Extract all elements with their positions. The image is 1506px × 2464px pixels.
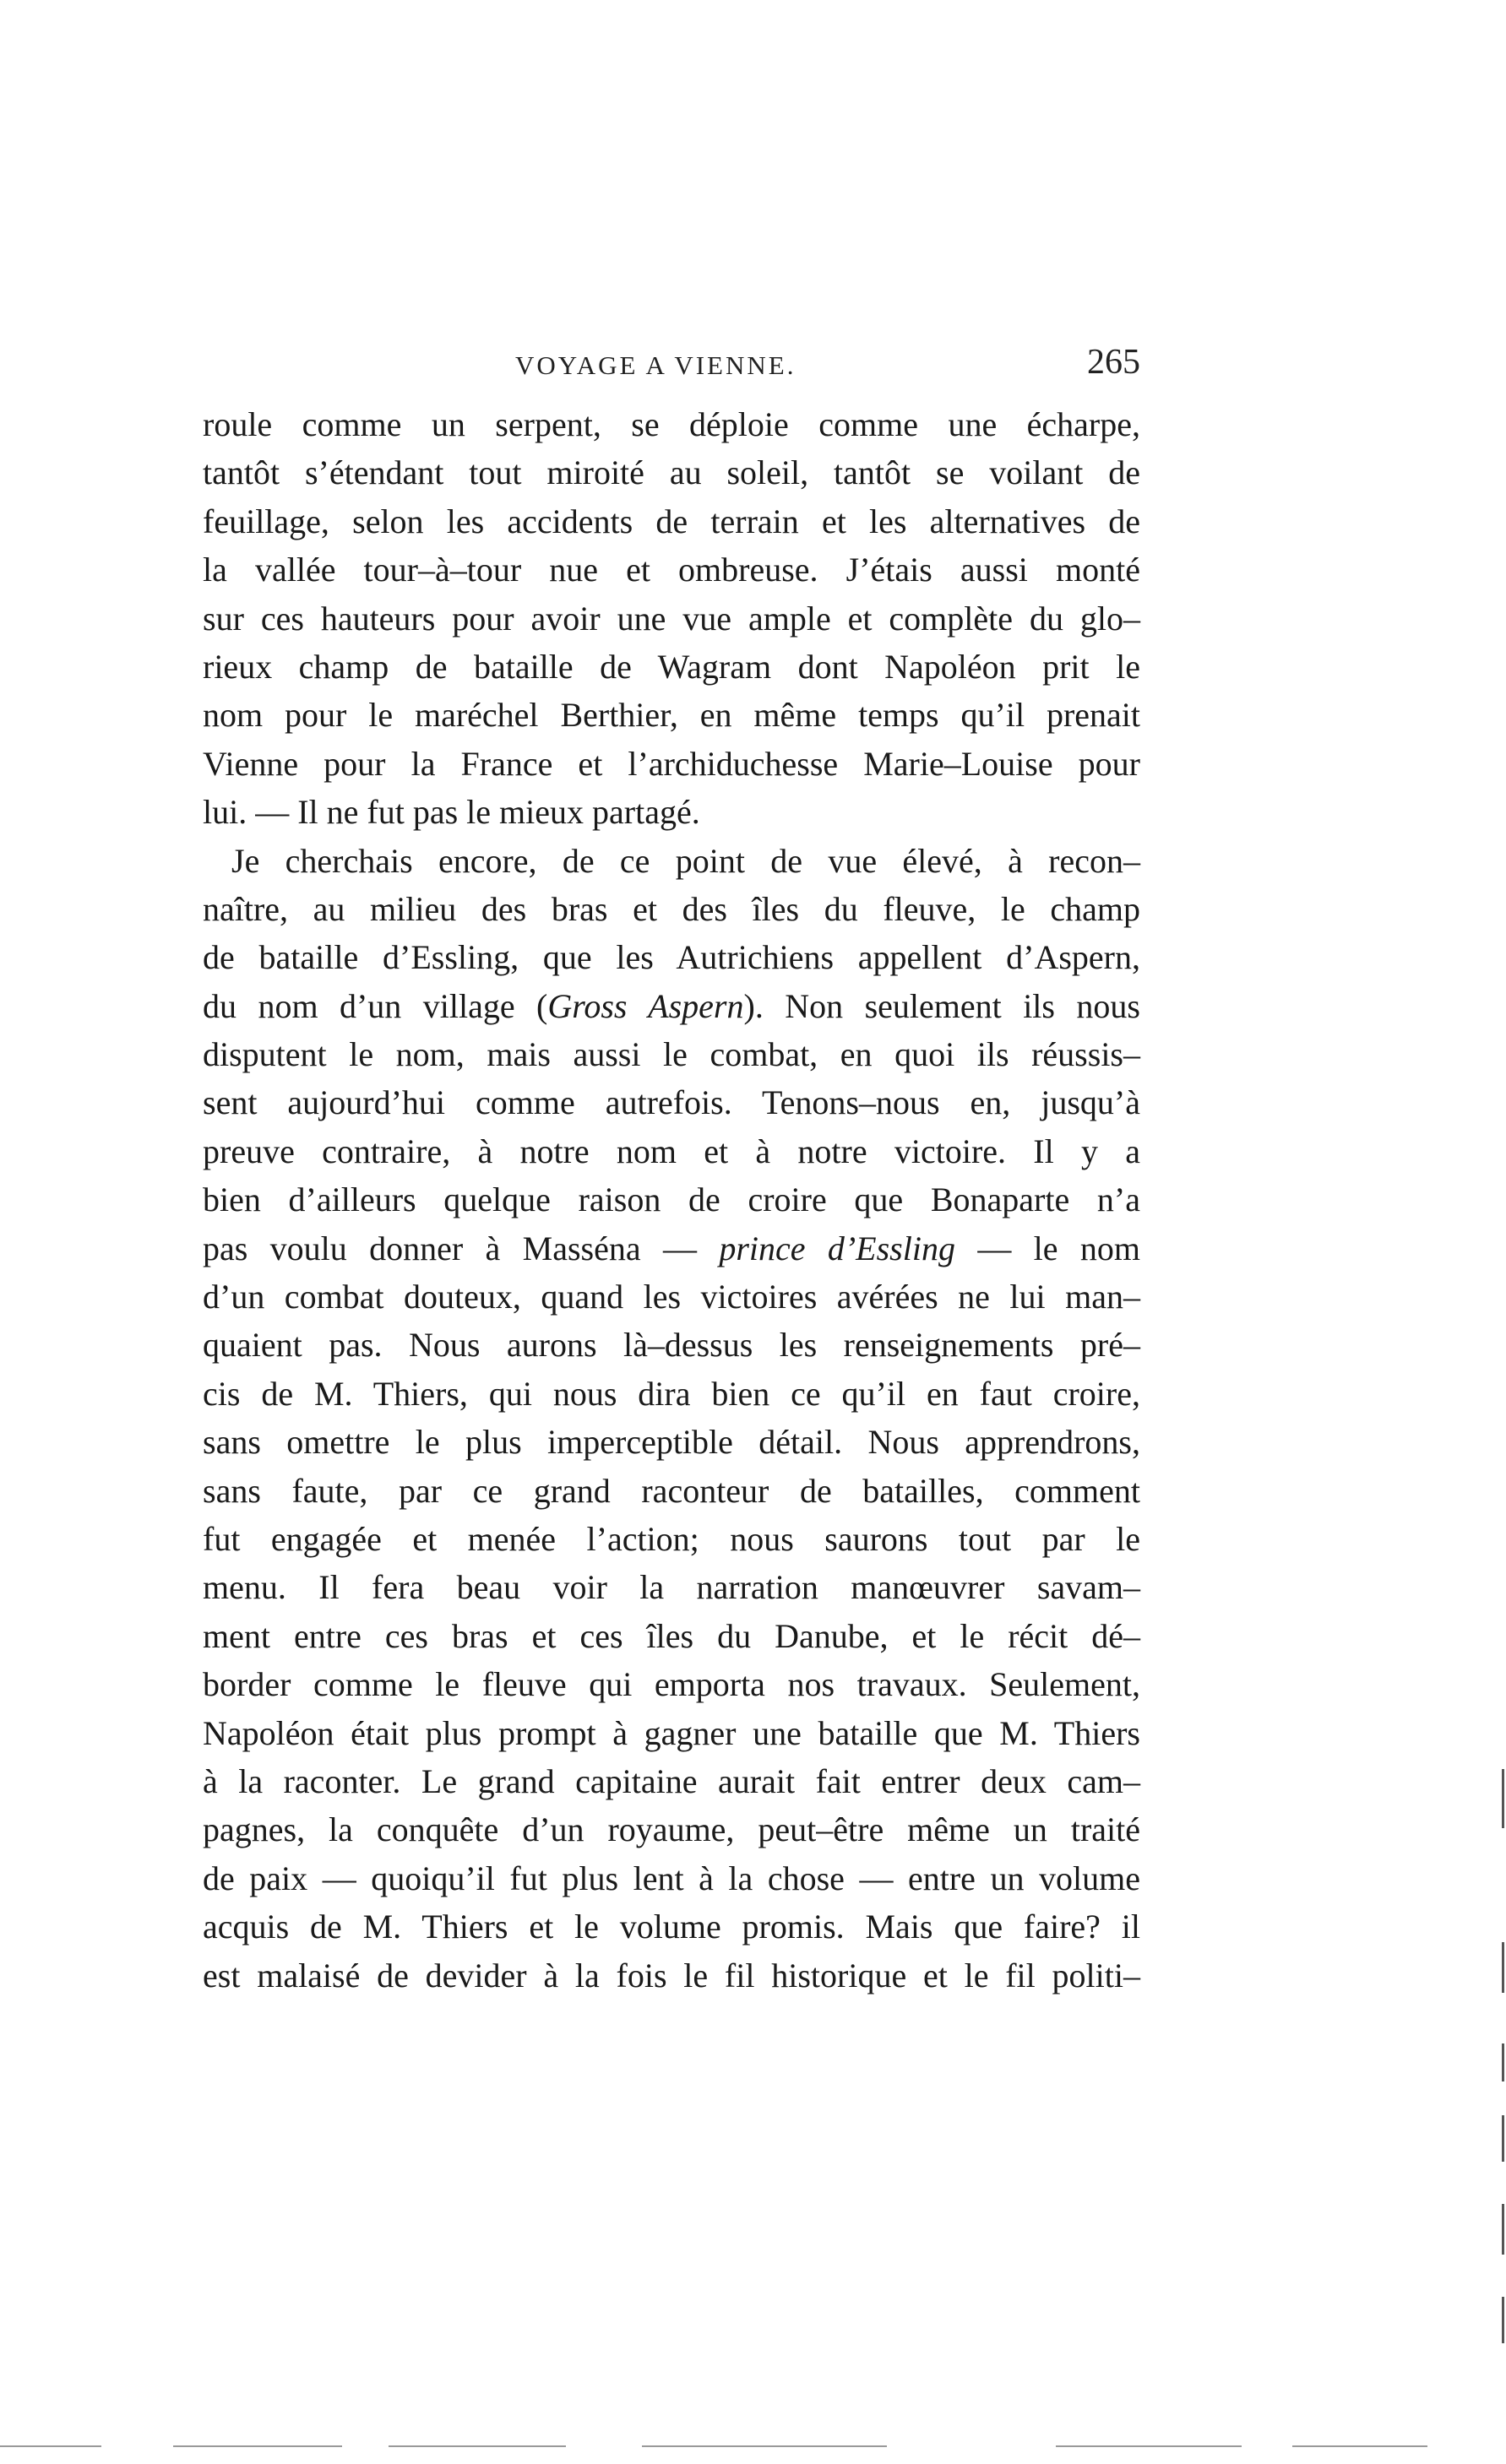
margin-mark <box>1502 2204 1504 2255</box>
text-line: la vallée tour–à–tour nue et ombreuse. J’étais aussi monté <box>203 551 1140 589</box>
text-line: preuve contraire, à notre nom et à notre victoire. Il y a <box>203 1132 1140 1170</box>
scan-edge-rule <box>1292 2445 1427 2447</box>
text-line: tantôt s’étendant tout miroité au soleil, tantôt se voilant de <box>203 453 1140 492</box>
margin-mark <box>1502 1769 1504 1828</box>
text-line: sent aujourd’hui comme autrefois. Tenons–nous en, jusqu’à <box>203 1083 1140 1122</box>
text-line: Je cherchais encore, de ce point de vue élevé, à recon– <box>231 841 1140 880</box>
text-line: rieux champ de bataille de Wagram dont Napoléon prit le <box>203 647 1140 686</box>
text-line: Vienne pour la France et l’archiduchesse Marie–Louise pour <box>203 744 1140 783</box>
text-line: pas voulu donner à Masséna — prince d’Essling — le nom <box>203 1229 1140 1267</box>
text-line: d’un combat douteux, quand les victoires avérées ne lui man– <box>203 1278 1140 1316</box>
text-line: fut engagée et menée l’action; nous saurons tout par le <box>203 1519 1140 1558</box>
text-line: cis de M. Thiers, qui nous dira bien ce qu’il en faut croire, <box>203 1374 1140 1413</box>
margin-mark <box>1502 2043 1504 2081</box>
text-line: pagnes, la conquête d’un royaume, peut–être même un traité <box>203 1810 1140 1849</box>
running-head <box>203 342 1140 393</box>
running-title: VOYAGE A VIENNE. <box>515 350 796 380</box>
text-line: à la raconter. Le grand capitaine aurait fait entrer deux cam– <box>203 1761 1140 1800</box>
text-line: feuillage, selon les accidents de terrain et les alternatives de <box>203 502 1140 540</box>
text-line: naître, au milieu des bras et des îles du fleuve, le champ <box>203 889 1140 928</box>
text-line: nom pour le maréchel Berthier, en même temps qu’il prenait <box>203 696 1140 735</box>
scan-edge-rule <box>173 2445 342 2447</box>
text-line: border comme le fleuve qui emporta nos travaux. Seulement, <box>203 1665 1140 1704</box>
text-line: de paix — quoiqu’il fut plus lent à la chose — entre un volume <box>203 1859 1140 1897</box>
text-line: ment entre ces bras et ces îles du Danube, et le récit dé– <box>203 1616 1140 1655</box>
text-line: lui. — Il ne fut pas le mieux partagé. <box>203 793 700 832</box>
text-line: du nom d’un village (Gross Aspern). Non seulement ils nous <box>203 986 1140 1025</box>
scan-edge-rule <box>642 2445 887 2447</box>
text-line: sans omettre le plus imperceptible détail. Nous apprendrons, <box>203 1423 1140 1462</box>
body-text <box>203 400 1140 2000</box>
margin-mark <box>1502 2115 1504 2162</box>
text-line: sans faute, par ce grand raconteur de batailles, comment <box>203 1471 1140 1510</box>
scan-edge-rule <box>0 2445 101 2447</box>
text-line: bien d’ailleurs quelque raison de croire que Bonaparte n’a <box>203 1180 1140 1219</box>
text-line: de bataille d’Essling, que les Autrichiens appellent d’Aspern, <box>203 938 1140 977</box>
margin-mark <box>1502 2297 1504 2343</box>
italic-title: Gross Aspern <box>547 986 744 1025</box>
text-line: menu. Il fera beau voir la narration manœuvrer savam– <box>203 1568 1140 1607</box>
margin-mark <box>1502 1942 1504 1993</box>
scan-edge-rule <box>389 2445 566 2447</box>
text-line: roule comme un serpent, se déploie comme une écharpe, <box>203 405 1140 443</box>
text-line: sur ces hauteurs pour avoir une vue ample et complète du glo– <box>203 599 1140 638</box>
text-line: quaient pas. Nous aurons là–dessus les renseignements pré– <box>203 1326 1140 1365</box>
text-line: acquis de M. Thiers et le volume promis. Mais que faire? il <box>203 1908 1140 1946</box>
italic-title: prince d’Essling <box>719 1229 955 1267</box>
text-line: Napoléon était plus prompt à gagner une bataille que M. Thiers <box>203 1713 1140 1752</box>
page-number: 265 <box>1087 343 1140 382</box>
text-line: est malaisé de devider à la fois le fil historique et le fil politi– <box>203 1956 1140 1995</box>
text-line: disputent le nom, mais aussi le combat, en quoi ils réussis– <box>203 1035 1140 1074</box>
scan-edge-rule <box>1056 2445 1242 2447</box>
